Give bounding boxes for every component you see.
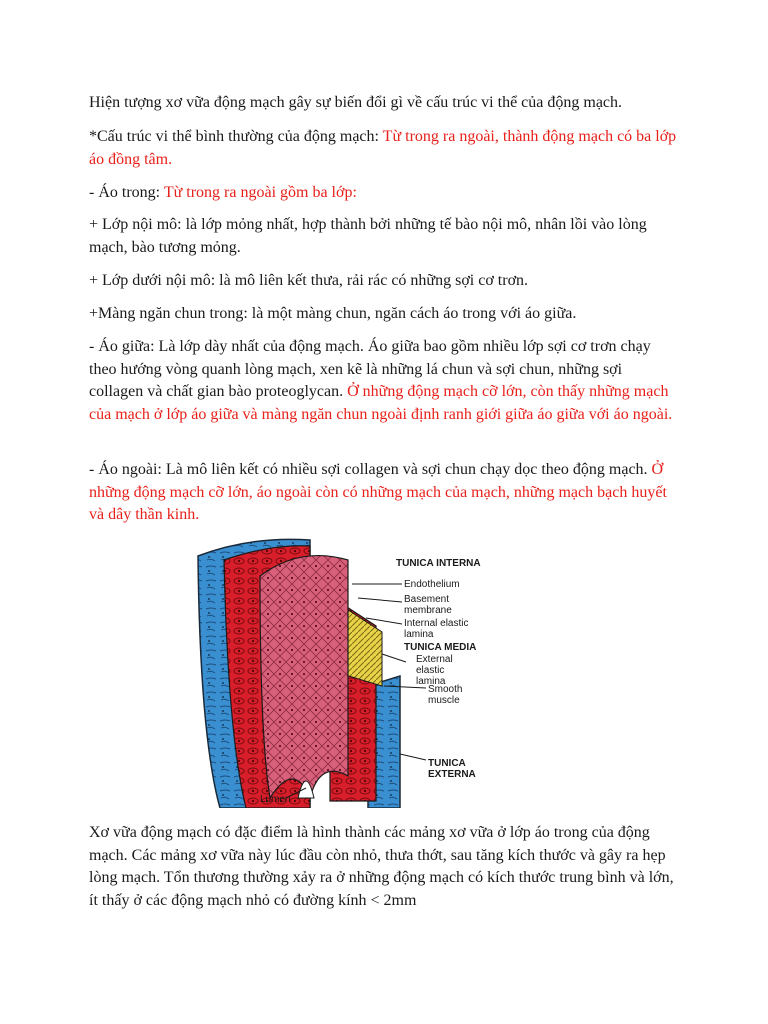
label-tunica-media: TUNICA MEDIA bbox=[404, 642, 477, 653]
label-internal-elastic-line1: Internal elastic bbox=[404, 618, 469, 629]
label-endothelium: Endothelium bbox=[404, 579, 460, 590]
label-external-line1: External bbox=[416, 654, 453, 665]
text-highlight: Từ trong ra ngoài, thành động mạch có ba lớp áo đồng tâm. bbox=[89, 128, 677, 168]
text-normal: - Áo trong: bbox=[89, 184, 164, 201]
paragraph-endothelium: + Lớp nội mô: là lớp mỏng nhất, hợp thành bởi những tế bào nội mô, nhân lồi vào lòng mạch, bào tương mỏng. bbox=[89, 216, 647, 256]
paragraph-subendothelium: + Lớp dưới nội mô: là mô liên kết thưa, rải rác có những sợi cơ trơn. bbox=[89, 272, 529, 289]
label-externa-line2: EXTERNA bbox=[428, 769, 476, 780]
text-highlight: Ở những động mạch cỡ lớn, còn thấy những mạch của mạch ở lớp áo giữa và màng ngăn chun ngoài định ranh giới giữa áo giữa với áo ngoài. bbox=[89, 383, 673, 423]
paragraph-tunica-intima bbox=[89, 182, 679, 205]
text-normal: - Áo ngoài: Là mô liên kết có nhiều sợi collagen và sợi chun chạy dọc theo động mạch. bbox=[89, 461, 652, 478]
label-external-line2: elastic bbox=[416, 665, 445, 676]
paragraph-atherosclerosis: Xơ vữa động mạch có đặc điểm là hình thành các mảng xơ vữa ở lớp áo trong của động mạch. Các mảng xơ vữa này lúc đầu còn nhỏ, thưa thớt, sau tăng kích thước và gây ra hẹp lòng mạch. Tổn thương thường xảy ra ở những động mạch có kích thước trung bình và lớn, ít thấy ở các động mạch nhỏ có đường kính < 2mm bbox=[89, 824, 674, 909]
label-smooth-line1: Smooth bbox=[428, 684, 463, 695]
text-normal: - Áo giữa: Là lớp dày nhất của động mạch. Áo giữa bao gồm nhiều lớp sợi cơ trơn chạy theo hướng vòng quanh lòng mạch, xen kẽ là những lá chun và sợi chun, những sợi collagen và chất gian bào proteoglycan. bbox=[89, 338, 651, 400]
label-externa-line1: TUNICA bbox=[428, 758, 466, 769]
artery-illustration bbox=[190, 536, 516, 808]
label-basement-line1: Basement bbox=[404, 594, 450, 605]
paragraph-internal-elastic: +Màng ngăn chun trong: là một màng chun, ngăn cách áo trong với áo giữa. bbox=[89, 305, 577, 322]
document-title: Hiện tượng xơ vữa động mạch gây sự biến đổi gì về cấu trúc vi thể của động mạch. bbox=[89, 94, 623, 111]
label-external-line3: lamina bbox=[416, 676, 446, 687]
paragraph-normal-structure bbox=[89, 126, 679, 171]
label-smooth-line2: muscle bbox=[428, 695, 460, 706]
text-highlight: Từ trong ra ngoài gồm ba lớp: bbox=[163, 184, 357, 201]
text-highlight: Ở những động mạch cỡ lớn, áo ngoài còn có những mạch của mạch, những mạch bạch huyết và dây thần kinh. bbox=[89, 461, 667, 523]
paragraph-tunica-media bbox=[89, 336, 679, 426]
text-normal: *Cấu trúc vi thể bình thường của động mạch: bbox=[89, 128, 383, 145]
artery-wall-diagram bbox=[190, 536, 516, 808]
label-tunica-interna: TUNICA INTERNA bbox=[396, 558, 481, 569]
label-basement-membrane bbox=[404, 594, 452, 616]
paragraph-tunica-externa bbox=[89, 459, 679, 527]
label-internal-elastic-line2: lamina bbox=[404, 629, 434, 640]
label-basement-line2: membrane bbox=[404, 605, 452, 616]
label-lumen: Lumen bbox=[260, 794, 291, 805]
label-smooth-muscle bbox=[428, 684, 465, 706]
